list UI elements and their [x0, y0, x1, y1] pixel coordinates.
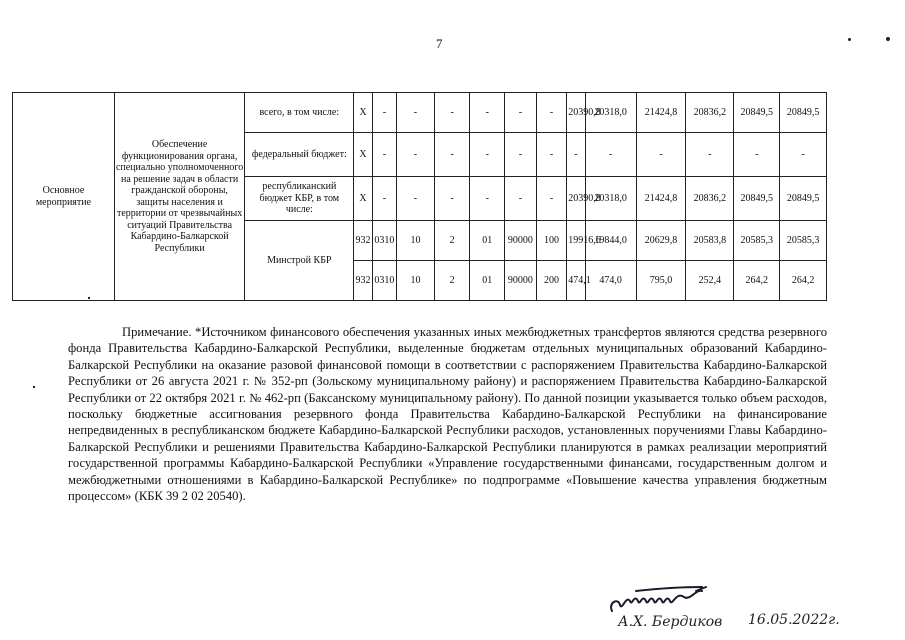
- table-cell: -: [780, 133, 827, 177]
- table-cell: -: [505, 177, 537, 221]
- table-cell: -: [636, 133, 686, 177]
- table-cell: 795,0: [636, 261, 686, 301]
- funding-label: республиканский бюджет КБР, в том числе:: [245, 177, 354, 221]
- table-cell: 20585,3: [734, 221, 780, 261]
- table-cell: Х: [354, 133, 372, 177]
- table-cell: 932: [354, 221, 372, 261]
- table-cell: 20583,8: [686, 221, 734, 261]
- table-cell: 264,2: [734, 261, 780, 301]
- table-cell: -: [397, 93, 435, 133]
- table-cell: -: [734, 133, 780, 177]
- funding-label: Минстрой КБР: [245, 221, 354, 301]
- table-cell: -: [397, 177, 435, 221]
- table-cell: 01: [470, 261, 505, 301]
- page-number: 7: [436, 36, 443, 51]
- table-cell: -: [686, 133, 734, 177]
- table-cell: 90000: [505, 221, 537, 261]
- table-cell: -: [434, 133, 470, 177]
- table-cell: -: [470, 177, 505, 221]
- table-cell: Х: [354, 177, 372, 221]
- table-cell: 20849,5: [780, 93, 827, 133]
- table-cell: 20836,2: [686, 177, 734, 221]
- table-cell: 10: [397, 221, 435, 261]
- scan-speck: [848, 38, 851, 41]
- table-cell: 20585,3: [780, 221, 827, 261]
- table-cell: 01: [470, 221, 505, 261]
- table-cell: 20390,8: [567, 177, 585, 221]
- table-cell: 20318,0: [585, 93, 636, 133]
- table-cell: 474,0: [585, 261, 636, 301]
- table-cell: 20318,0: [585, 177, 636, 221]
- signature-name: А.Х. Бердиков: [618, 614, 723, 630]
- table-cell: 19844,0: [585, 221, 636, 261]
- scan-speck: [886, 37, 890, 41]
- table-cell: 20836,2: [686, 93, 734, 133]
- table-cell: 21424,8: [636, 177, 686, 221]
- signature-date: 16.05.2022г.: [748, 612, 840, 628]
- table-cell: -: [434, 93, 470, 133]
- footnote-block: [68, 324, 827, 504]
- table-cell: 19916,6: [567, 221, 585, 261]
- funding-label: федеральный бюджет:: [245, 133, 354, 177]
- table-cell: 90000: [505, 261, 537, 301]
- table-cell: -: [536, 177, 567, 221]
- table-cell: -: [505, 93, 537, 133]
- footnote-text: Примечание. *Источником финансового обеспечения указанных иных межбюджетных трансфертов являются средства резервного фонда Правительства Кабардино-Балкарской Республики, выделенные бюджетам отдельных муниципальных образований Кабардино-Балкарской Республики на оказание разовой финансовой помощи в соответствии с распоряжением Правительства Кабардино-Балкарской Республики от 26 августа 2021 г. № 352-рп (Зольскому муниципальному району) и распоряжением Правительства Кабардино-Балкарской Республики от 22 октября 2021 г. № 462-рп (Баксанскому муниципальному району). По данной позиции указывается только объем расходов, поскольку бюджетные ассигнования резервного фонда Правительства Кабардино-Балкарской Республики на финансирование непредвиденных в республиканском бюджете Кабардино-Балкарской Республики расходов, установленных поручениями Главы Кабардино-Балкарской Республики и решениями Правительства Кабардино-Балкарской Республики планируются в рамках реализации мероприятий государственной программы Кабардино-Балкарской Республики «Управление государственными финансами, государственным долгом и межбюджетными отношениями в Кабардино-Балкарской Республике» по подпрограмме «Повышение качества управления бюджетным процессом» (КБК 39 2 02 20540).: [68, 325, 827, 504]
- table-cell: Х: [354, 93, 372, 133]
- table-cell: 0310: [372, 261, 396, 301]
- table-cell: -: [505, 133, 537, 177]
- table-cell: 21424,8: [636, 93, 686, 133]
- budget-table: [12, 92, 870, 301]
- table-cell: 2: [434, 261, 470, 301]
- table-cell: 932: [354, 261, 372, 301]
- table-cell: 2: [434, 221, 470, 261]
- scan-speck: [33, 386, 35, 388]
- table-cell: 20849,5: [734, 177, 780, 221]
- activity-type-cell: Основное мероприятие: [13, 93, 115, 301]
- table-cell: 0310: [372, 221, 396, 261]
- table-cell: 252,4: [686, 261, 734, 301]
- table-cell: -: [372, 177, 396, 221]
- table-cell: -: [536, 93, 567, 133]
- table-cell: -: [470, 133, 505, 177]
- table-cell: -: [372, 133, 396, 177]
- table-cell: 20629,8: [636, 221, 686, 261]
- table-cell: -: [536, 133, 567, 177]
- table-cell: 100: [536, 221, 567, 261]
- table-cell: 20849,5: [780, 177, 827, 221]
- funding-label: всего, в том числе:: [245, 93, 354, 133]
- table-row: [13, 93, 870, 133]
- table-cell: 20849,5: [734, 93, 780, 133]
- table-cell: -: [372, 93, 396, 133]
- table-cell: 200: [536, 261, 567, 301]
- table-cell: -: [567, 133, 585, 177]
- table-cell: -: [397, 133, 435, 177]
- table-cell: 474,1: [567, 261, 585, 301]
- table-cell: -: [585, 133, 636, 177]
- table-cell: 264,2: [780, 261, 827, 301]
- table-cell: -: [434, 177, 470, 221]
- table-cell: 10: [397, 261, 435, 301]
- table-cell: 20390,8: [567, 93, 585, 133]
- activity-name-cell: Обеспечение функционирования органа, специально уполномоченного на решение задач в области гражданской обороны, защиты населения и территории от чрезвычайных ситуаций Правительства Кабардино-Балкарской Республики: [114, 93, 244, 301]
- table-cell: -: [470, 93, 505, 133]
